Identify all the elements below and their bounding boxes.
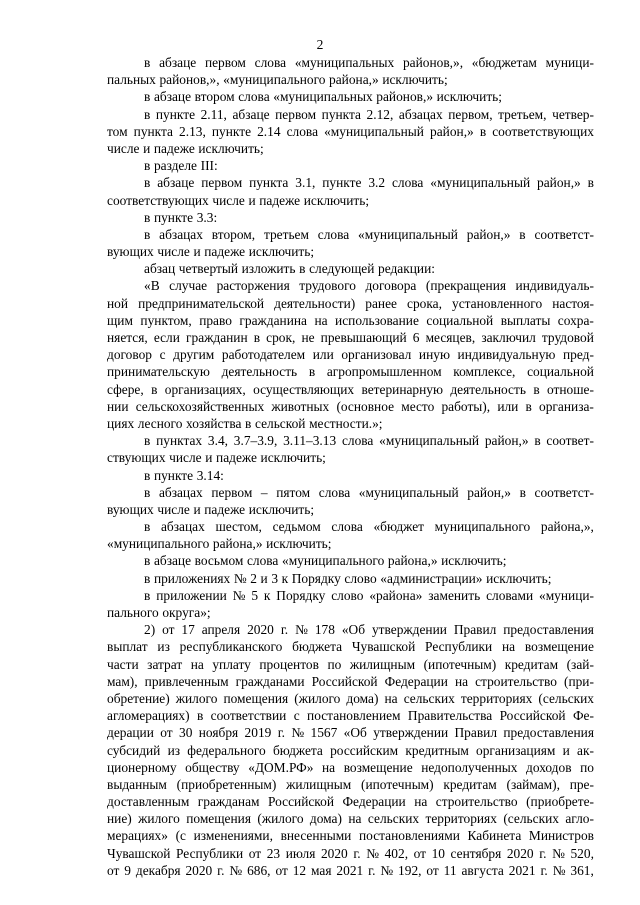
text-line: Чувашской Республики от 23 июля 2020 г. № 402, от 10 сентября 2020 г. № 520,	[107, 845, 594, 861]
text-line: «В случае расторжения трудового договора (прекращения индивидуаль-	[144, 278, 594, 294]
text-line: в пункте 3.14:	[144, 467, 224, 483]
text-line: в пунктах 3.4, 3.7–3.9, 3.11–3.13 слова «муниципальный район,» в соответ-	[144, 433, 594, 449]
text-line: доставленным гражданам Российской Федерации на строительство (приобрете-	[107, 794, 594, 810]
text-line: дерации от 30 ноября 2019 г. № 1567 «Об утверждении Правил предоставления	[107, 725, 594, 741]
text-line: субсидий из федерального бюджета российским кредитным организациям и ак-	[107, 742, 594, 758]
text-line: числе и падеже исключить;	[107, 140, 264, 156]
text-line: в приложении № 5 к Порядку слово «района» заменить словами «муници-	[144, 587, 594, 603]
text-line: вующих числе и падеже исключить;	[107, 244, 315, 260]
text-line: в абзацах первом – пятом слова «муниципальный район,» в соответст-	[144, 484, 594, 500]
text-line: нии сельскохозяйственных животных (основное место работы), или в организа-	[107, 398, 594, 414]
text-line: в абзаце первом слова «муниципальных районов,», «бюджетам муници-	[144, 55, 594, 70]
text-line: сфере, в организациях, осуществляющих ветеринарную деятельность в отноше-	[107, 381, 594, 397]
text-line: няется, если гражданин в срок, не превышающий 6 месяцев, заключил трудовой	[107, 330, 594, 345]
text-line: обретение) жилого помещения (жилого дома) на сельских территориях (сельских	[107, 690, 594, 706]
text-line: ционерному обществу «ДОМ.РФ» на возмещение недополученных доходов по	[107, 759, 594, 775]
text-line: мам), привлеченным гражданами Российской Федерации на строительство (при-	[107, 673, 594, 689]
text-line: ствующих числе и падеже исключить;	[107, 450, 326, 466]
text-line: части затрат на уплату процентов по жилищным (ипотечным) кредитам (зай-	[107, 656, 594, 672]
text-line: принимательскую деятельность в агропромышленном комплексе, социальной	[107, 364, 594, 380]
text-line: от 9 декабря 2020 г. № 686, от 12 мая 2021 г. № 192, от 11 августа 2021 г. № 361,	[107, 862, 594, 878]
text-line: в абзацах втором, третьем слова «муниципальный район,» в соответст-	[144, 226, 594, 242]
text-line: 2) от 17 апреля 2020 г. № 178 «Об утверждении Правил предоставления	[144, 622, 594, 638]
text-line: в абзаце втором слова «муниципальных районов,» исключить;	[144, 89, 502, 105]
text-line: ние) жилого помещения (жилого дома) на сельских территориях (сельских агло-	[107, 811, 594, 827]
text-line: соответствующих числе и падеже исключить;	[107, 192, 370, 208]
text-line: щим пунктом, право гражданина на использование социальной выплаты сохра-	[107, 312, 594, 328]
text-line: том пункта 2.13, пункте 2.14 слова «муниципальный район,» в соответствующих	[107, 123, 594, 139]
text-line: пального округа»;	[107, 605, 211, 620]
text-line: в пункте 2.11, абзаце первом пункта 2.12, абзацах первом, третьем, четвер-	[144, 106, 594, 122]
text-line: в абзаце первом пункта 3.1, пункте 3.2 слова «муниципальный район,» в	[144, 175, 594, 191]
document-body	[107, 54, 594, 879]
text-line: в пункте 3.3:	[144, 209, 218, 225]
text-line: вующих числе и падеже исключить;	[107, 501, 315, 517]
text-line: выданным (приобретенным) жилищным (ипотечным) кредитам (займам), пре-	[107, 776, 594, 792]
text-line: в абзаце восьмом слова «муниципального района,» исключить;	[144, 553, 507, 569]
text-line: пальных районов,», «муниципального района,» исключить;	[107, 72, 448, 88]
text-line: договор с другим работодателем или организовал иную индивидуальную пред-	[107, 347, 594, 363]
text-line: в абзацах шестом, седьмом слова «бюджет муниципального района,»,	[144, 519, 594, 535]
text-line: абзац четвертый изложить в следующей редакции:	[144, 261, 435, 277]
text-line: «муниципального района,» исключить;	[107, 536, 332, 552]
text-line: в приложениях № 2 и 3 к Порядку слово «администрации» исключить;	[144, 570, 552, 586]
page-number: 2	[316, 37, 324, 52]
text-line: в разделе III:	[144, 158, 218, 174]
text-line: агломерациях) в соответствии с постановлением Правительства Российской Фе-	[107, 708, 594, 724]
text-line: мерациях» (с изменениями, внесенными постановлениями Кабинета Министров	[107, 828, 594, 844]
text-line: ной предпринимательской деятельности) ранее срока, установленного настоя-	[107, 295, 594, 311]
text-line: выплат из республиканского бюджета Чувашской Республики на возмещение	[107, 639, 594, 655]
text-line: циях лесного хозяйства в сельской местности.»;	[107, 415, 383, 431]
